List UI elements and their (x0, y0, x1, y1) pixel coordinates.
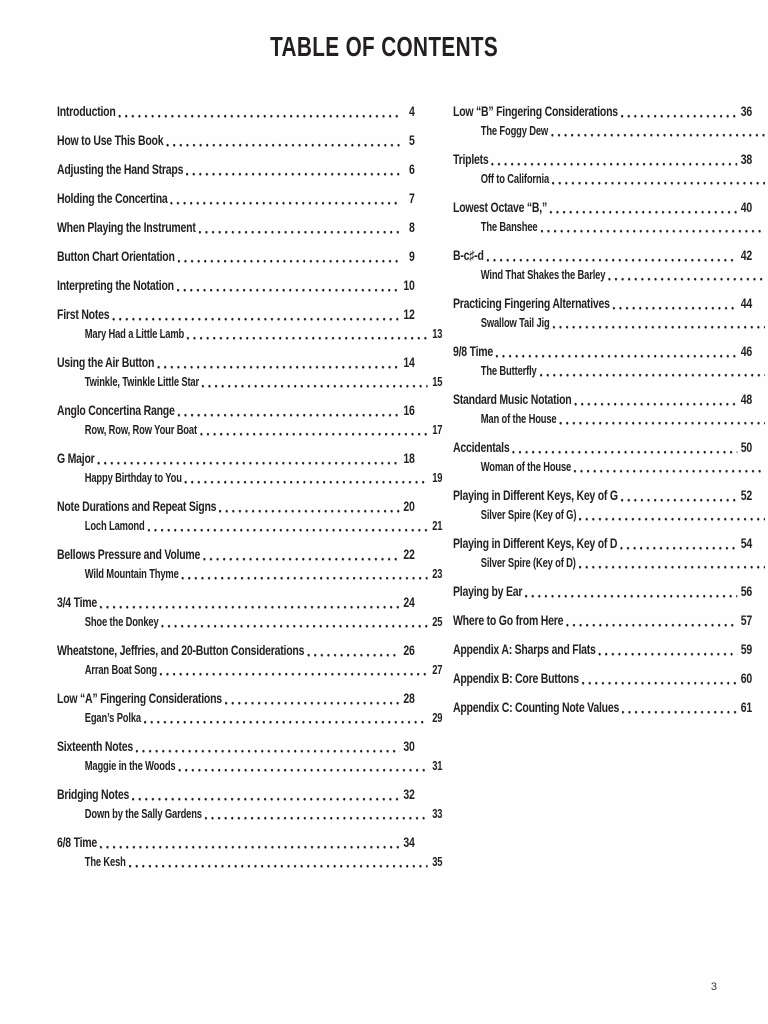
toc-subentry (57, 807, 442, 821)
dot-leader (225, 700, 400, 705)
dot-leader (200, 431, 427, 436)
toc-group (453, 671, 752, 686)
toc-entry (453, 248, 752, 263)
dot-leader (307, 652, 399, 657)
dot-leader (512, 449, 737, 454)
toc-group (57, 834, 443, 869)
dot-leader (136, 748, 400, 753)
toc-entry-page: 48 (740, 391, 752, 407)
toc-entry-page: 18 (403, 450, 415, 466)
toc-group (453, 584, 752, 599)
toc-subentry-label: Man of the House (480, 412, 557, 426)
toc-entry-page: 7 (408, 190, 415, 206)
toc-group (453, 613, 752, 628)
toc-subentry-page: 27 (432, 663, 443, 677)
toc-subentry-label: The Banshee (480, 220, 538, 234)
dot-leader (162, 623, 428, 628)
dot-leader (552, 324, 764, 329)
toc-entry-page: 54 (740, 535, 752, 551)
toc-entry (453, 296, 752, 311)
dot-leader (620, 545, 737, 550)
toc-entry (57, 104, 415, 119)
dot-leader (219, 508, 399, 513)
toc-entry-label: Appendix A: Sharps and Flats (452, 641, 596, 657)
toc-entry (57, 220, 415, 235)
toc-subentry-label: Down by the Sally Gardens (84, 807, 202, 821)
toc-entry-label: B-c♯-d (452, 247, 484, 263)
toc-subentry (453, 508, 768, 522)
dot-leader (486, 257, 736, 262)
dot-leader (112, 316, 399, 321)
toc-entry (57, 307, 415, 322)
dot-leader (620, 497, 736, 502)
toc-subentry-page: 35 (432, 855, 443, 869)
toc-entry-label: Sixteenth Notes (57, 738, 133, 754)
toc-group (57, 220, 415, 235)
dot-leader (579, 516, 764, 521)
dot-leader (186, 171, 399, 176)
dot-leader (178, 258, 400, 263)
toc-column-right (453, 104, 752, 883)
dot-leader (496, 353, 737, 358)
toc-subentry-label: Wild Mountain Thyme (84, 567, 179, 581)
toc-subentry (57, 759, 442, 773)
toc-subentry (57, 663, 442, 677)
toc-entry (57, 547, 415, 562)
dot-leader (574, 401, 736, 406)
toc-entry (57, 191, 415, 206)
toc-group (453, 344, 752, 378)
toc-subentry (57, 855, 442, 869)
dot-leader (574, 468, 765, 473)
toc-entry (453, 642, 752, 657)
toc-group (453, 200, 752, 234)
toc-subentry (453, 124, 768, 138)
toc-entry (57, 499, 415, 514)
toc-group (453, 152, 752, 186)
toc-subentry-label: Wind That Shakes the Barley (480, 268, 605, 282)
toc-entry (57, 451, 415, 466)
toc-group (57, 498, 443, 533)
toc-subentry-page: 15 (432, 375, 443, 389)
toc-group (57, 306, 443, 341)
toc-subentry (453, 412, 768, 426)
toc-entry (57, 355, 415, 370)
toc-subentry (57, 567, 442, 581)
toc-group (453, 642, 752, 657)
toc-group (453, 440, 752, 474)
toc-entry-label: When Playing the Instrument (57, 219, 196, 235)
toc-subentry-page: 33 (432, 807, 443, 821)
dot-leader (132, 796, 399, 801)
toc-subentry-page: 17 (432, 423, 443, 437)
toc-entry-label: Accidentals (452, 439, 510, 455)
dot-leader (182, 575, 428, 580)
toc-subentry-label: Arran Boat Song (84, 663, 157, 677)
toc-group (57, 104, 415, 119)
toc-entry-label: Using the Air Button (57, 354, 155, 370)
toc-entry (453, 488, 752, 503)
toc-entry-label: 3/4 Time (57, 594, 98, 610)
toc-entry-page: 56 (740, 583, 752, 599)
toc-entry-page: 10 (403, 277, 415, 293)
toc-subentry (453, 268, 768, 282)
toc-subentry-label: Silver Spire (Key of D) (480, 556, 576, 570)
toc-entry-label: Where to Go from Here (452, 612, 563, 628)
toc-entry (453, 200, 752, 215)
dot-leader (177, 287, 400, 292)
toc-subentry-label: Silver Spire (Key of G) (480, 508, 576, 522)
toc-subentry (57, 471, 442, 485)
toc-entry-page: 6 (408, 161, 415, 177)
toc-group (57, 402, 443, 437)
toc-entry (453, 584, 752, 599)
toc-group (57, 191, 415, 206)
toc-subentry (57, 519, 442, 533)
dot-leader (578, 564, 764, 569)
dot-leader (205, 815, 427, 820)
toc-subentry-label: Happy Birthday to You (84, 471, 182, 485)
toc-entry-label: Interpreting the Notation (57, 277, 174, 293)
dot-leader (552, 180, 765, 185)
toc-group (57, 786, 443, 821)
toc-subentry-label: Woman of the House (480, 460, 571, 474)
toc-subentry-label: The Foggy Dew (480, 124, 548, 138)
page-title: TABLE OF CONTENTS (269, 31, 499, 62)
toc-entry (57, 835, 415, 850)
dot-leader (608, 276, 764, 281)
toc-entry-page: 44 (740, 295, 752, 311)
dot-leader (550, 209, 737, 214)
toc-subentry (453, 172, 768, 186)
toc-group (57, 546, 443, 581)
toc-group (57, 450, 443, 485)
toc-subentry-page: 29 (432, 711, 443, 725)
toc-entry (57, 595, 415, 610)
toc-subentry-label: Swallow Tail Jig (480, 316, 550, 330)
dot-leader (171, 200, 400, 205)
toc-entry (453, 536, 752, 551)
toc-entry-label: Appendix B: Core Buttons (452, 670, 579, 686)
toc-entry-label: Standard Music Notation (452, 391, 572, 407)
toc-group (453, 536, 752, 570)
toc-subentry-label: Loch Lamond (84, 519, 145, 533)
toc-subentry-label: The Butterfly (480, 364, 537, 378)
toc-entry-label: Low “B” Fingering Considerations (452, 103, 618, 119)
toc-entry-page: 52 (740, 487, 752, 503)
toc-entry-label: Holding the Concertina (57, 190, 168, 206)
toc-columns (0, 63, 768, 883)
dot-leader (100, 604, 400, 609)
toc-entry-page: 9 (408, 248, 415, 264)
dot-leader (178, 412, 400, 417)
dot-leader (525, 593, 737, 598)
toc-group (453, 104, 752, 138)
toc-subentry-page: 21 (432, 519, 443, 533)
toc-group (57, 642, 443, 677)
page-number: 3 (710, 981, 717, 993)
toc-group (57, 162, 415, 177)
toc-subentry-label: Off to California (480, 172, 549, 186)
toc-entry (57, 787, 415, 802)
toc-group (453, 392, 752, 426)
toc-entry-page: 60 (740, 670, 752, 686)
toc-group (453, 248, 752, 282)
toc-subentry-page: 31 (432, 759, 443, 773)
toc-subentry-label: Egan’s Polka (84, 711, 141, 725)
toc-entry-page: 61 (740, 699, 752, 715)
dot-leader (119, 113, 400, 118)
dot-leader (491, 161, 736, 166)
dot-leader (581, 680, 736, 685)
dot-leader (540, 228, 764, 233)
toc-entry (57, 133, 415, 148)
toc-entry-page: 22 (403, 546, 415, 562)
dot-leader (598, 651, 736, 656)
toc-subentry-page: 25 (432, 615, 443, 629)
toc-entry-page: 46 (740, 343, 752, 359)
dot-leader (98, 460, 400, 465)
toc-entry-label: Low “A” Fingering Considerations (57, 690, 222, 706)
toc-entry (453, 700, 752, 715)
dot-leader (157, 364, 399, 369)
dot-leader (160, 671, 427, 676)
toc-entry (57, 162, 415, 177)
toc-entry-page: 20 (403, 498, 415, 514)
toc-entry (57, 403, 415, 418)
toc-subentry-label: Maggie in the Woods (84, 759, 176, 773)
toc-entry-label: 6/8 Time (57, 834, 98, 850)
toc-entry-label: Button Chart Orientation (57, 248, 175, 264)
dot-leader (551, 132, 765, 137)
toc-entry-label: Bridging Notes (57, 786, 130, 802)
toc-subentry (57, 423, 442, 437)
dot-leader (129, 863, 428, 868)
title-block (0, 0, 768, 63)
dot-leader (559, 420, 764, 425)
toc-entry (57, 691, 415, 706)
toc-group (57, 594, 443, 629)
toc-subentry (453, 316, 768, 330)
toc-subentry-page: 19 (432, 471, 443, 485)
toc-subentry-label: Shoe the Donkey (84, 615, 159, 629)
toc-entry-label: Triplets (452, 151, 489, 167)
toc-entry-label: Anglo Concertina Range (57, 402, 175, 418)
dot-leader (148, 527, 428, 532)
dot-leader (202, 383, 427, 388)
toc-entry-label: Lowest Octave “B,” (452, 199, 547, 215)
dot-leader (612, 305, 736, 310)
toc-entry (453, 344, 752, 359)
dot-leader (178, 767, 427, 772)
toc-entry-page: 14 (403, 354, 415, 370)
toc-subentry (453, 364, 768, 378)
toc-entry-page: 24 (403, 594, 415, 610)
toc-entry (453, 104, 752, 119)
toc-entry-label: Playing in Different Keys, Key of G (452, 487, 618, 503)
toc-entry-page: 42 (740, 247, 752, 263)
toc-entry-label: Playing by Ear (452, 583, 522, 599)
toc-entry (453, 440, 752, 455)
toc-entry-page: 38 (740, 151, 752, 167)
toc-subentry-label: Row, Row, Row Your Boat (84, 423, 197, 437)
toc-entry-label: G Major (57, 450, 95, 466)
toc-column-left (57, 103, 443, 883)
toc-entry-label: First Notes (57, 306, 110, 322)
toc-group (57, 278, 415, 293)
toc-entry-page: 36 (740, 103, 752, 119)
toc-entry (57, 278, 415, 293)
toc-subentry-page: 23 (432, 567, 443, 581)
toc-entry-page: 50 (740, 439, 752, 455)
dot-leader (144, 719, 427, 724)
toc-subentry-label: Mary Had a Little Lamb (84, 327, 185, 341)
toc-group (453, 488, 752, 522)
toc-entry-label: 9/8 Time (452, 343, 493, 359)
toc-subentry (453, 220, 768, 234)
toc-entry-page: 59 (740, 641, 752, 657)
toc-entry-page: 5 (408, 132, 415, 148)
toc-entry-page: 28 (403, 690, 415, 706)
toc-group (57, 133, 415, 148)
toc-entry-label: Bellows Pressure and Volume (57, 546, 201, 562)
toc-entry-page: 40 (740, 199, 752, 215)
toc-entry-page: 34 (403, 834, 415, 850)
dot-leader (187, 335, 427, 340)
dot-leader (539, 372, 764, 377)
toc-entry (453, 392, 752, 407)
toc-entry (57, 739, 415, 754)
toc-subentry-page: 13 (432, 327, 443, 341)
toc-entry-page: 26 (403, 642, 415, 658)
toc-subentry (57, 615, 442, 629)
toc-entry-page: 8 (408, 219, 415, 235)
dot-leader (185, 479, 428, 484)
toc-group (57, 690, 443, 725)
toc-entry-label: Appendix C: Counting Note Values (452, 699, 619, 715)
toc-group (57, 738, 443, 773)
toc-entry-page: 16 (403, 402, 415, 418)
dot-leader (166, 142, 399, 147)
toc-entry (453, 613, 752, 628)
toc-entry-label: Adjusting the Hand Straps (57, 161, 184, 177)
toc-group (57, 249, 415, 264)
toc-entry-page: 12 (403, 306, 415, 322)
toc-entry-label: Introduction (57, 103, 116, 119)
toc-entry-page: 30 (403, 738, 415, 754)
toc-subentry-label: The Kesh (84, 855, 126, 869)
dot-leader (199, 229, 400, 234)
dot-leader (566, 622, 737, 627)
toc-entry-page: 57 (740, 612, 752, 628)
toc-group (453, 700, 752, 715)
toc-entry-label: How to Use This Book (57, 132, 164, 148)
toc-subentry (453, 460, 768, 474)
toc-entry-page: 4 (408, 103, 415, 119)
toc-entry-label: Playing in Different Keys, Key of D (452, 535, 617, 551)
toc-subentry-label: Twinkle, Twinkle Little Star (84, 375, 199, 389)
toc-entry (57, 249, 415, 264)
toc-entry-label: Practicing Fingering Alternatives (452, 295, 610, 311)
toc-subentry (57, 375, 442, 389)
toc-group (57, 354, 443, 389)
toc-entry (453, 152, 752, 167)
dot-leader (100, 844, 400, 849)
toc-entry (453, 671, 752, 686)
dot-leader (621, 113, 737, 118)
toc-entry-label: Wheatstone, Jeffries, and 20-Button Considerations (57, 642, 305, 658)
toc-entry-page: 32 (403, 786, 415, 802)
toc-group (453, 296, 752, 330)
toc-subentry (57, 711, 442, 725)
toc-entry (57, 643, 415, 658)
toc-subentry (453, 556, 768, 570)
toc-subentry (57, 327, 442, 341)
toc-entry-label: Note Durations and Repeat Signs (57, 498, 217, 514)
dot-leader (622, 709, 737, 714)
dot-leader (203, 556, 399, 561)
